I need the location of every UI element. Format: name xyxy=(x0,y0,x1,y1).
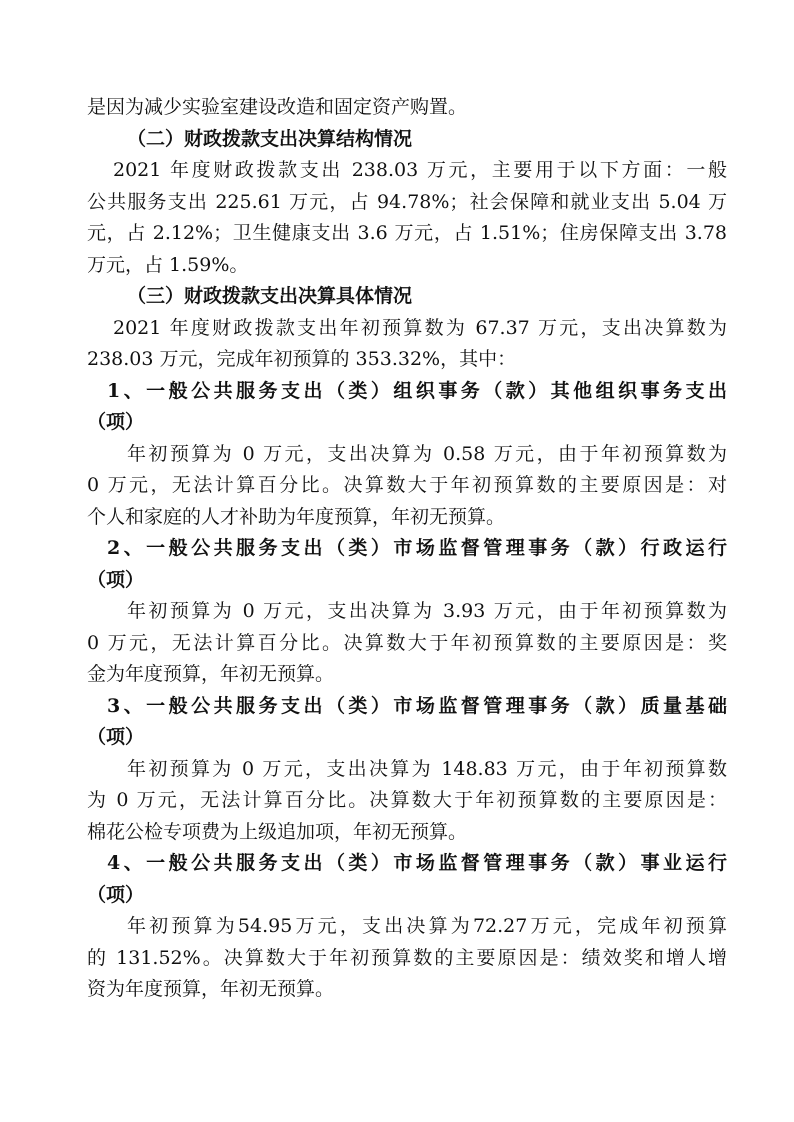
paragraph-line: 0 万元，无法计算百分比。决算数大于年初预算数的主要原因是：对 xyxy=(87,474,727,496)
paragraph-line: 0 万元，无法计算百分比。决算数大于年初预算数的主要原因是：奖 xyxy=(87,631,727,654)
paragraph-line: 2021 年度财政拨款支出 238.03 万元，主要用于以下方面：一般 xyxy=(113,159,727,181)
item-heading-4: 4、一般公共服务支出（类）市场监督管理事务（款）事业运行 xyxy=(107,852,727,874)
paragraph-line: 个人和家庭的人才补助为年度预算，年初无预算。 xyxy=(87,505,506,528)
item-heading-2-cont: （项） xyxy=(87,568,145,591)
paragraph-line: 年初预算为 0 万元，支出决算为 0.58 万元，由于年初预算数为 xyxy=(127,442,727,465)
paragraph-line: 年初预算为54.95万元，支出决算为72.27万元，完成年初预算 xyxy=(127,915,727,937)
section-heading-structure: （二）财政拨款支出决算结构情况 xyxy=(127,127,413,150)
paragraph-line: 年初预算为 0 万元，支出决算为 148.83 万元，由于年初预算数 xyxy=(127,757,727,780)
paragraph-line: 是因为减少实验室建设改造和固定资产购置。 xyxy=(87,96,468,118)
item-heading-1-cont: （项） xyxy=(87,411,145,433)
item-heading-3: 3、一般公共服务支出（类）市场监督管理事务（款）质量基础 xyxy=(107,694,727,717)
paragraph-line: 的 131.52%。决算数大于年初预算数的主要原因是：绩效奖和增人增 xyxy=(87,946,727,969)
paragraph-line: 棉花公检专项费为上级追加项，年初无预算。 xyxy=(87,820,468,843)
item-heading-1: 1、一般公共服务支出（类）组织事务（款）其他组织事务支出 xyxy=(107,379,727,402)
paragraph-line: 金为年度预算，年初无预算。 xyxy=(87,663,335,685)
paragraph-line: 元，占 2.12%；卫生健康支出 3.6 万元，占 1.51%；住房保障支出 3.78 xyxy=(87,222,727,244)
item-heading-3-cont: （项） xyxy=(87,726,145,748)
paragraph-line: 为 0 万元，无法计算百分比。决算数大于年初预算数的主要原因是： xyxy=(87,789,727,811)
paragraph-line: 万元，占 1.59%。 xyxy=(87,253,249,276)
paragraph-line: 公共服务支出 225.61 万元，占 94.78%；社会保障和就业支出 5.04 万 xyxy=(87,190,727,213)
paragraph-line: 238.03 万元，完成年初预算的 353.32%，其中： xyxy=(87,348,517,370)
paragraph-line: 资为年度预算，年初无预算。 xyxy=(87,978,335,1000)
item-heading-2: 2、一般公共服务支出（类）市场监督管理事务（款）行政运行 xyxy=(107,537,727,559)
item-heading-4-cont: （项） xyxy=(87,883,145,906)
document-body xyxy=(87,92,727,1006)
paragraph-line: 2021 年度财政拨款支出年初预算数为 67.37 万元，支出决算数为 xyxy=(113,316,727,339)
section-heading-details: （三）财政拨款支出决算具体情况 xyxy=(127,285,413,307)
paragraph-line: 年初预算为 0 万元，支出决算为 3.93 万元，由于年初预算数为 xyxy=(127,600,727,622)
